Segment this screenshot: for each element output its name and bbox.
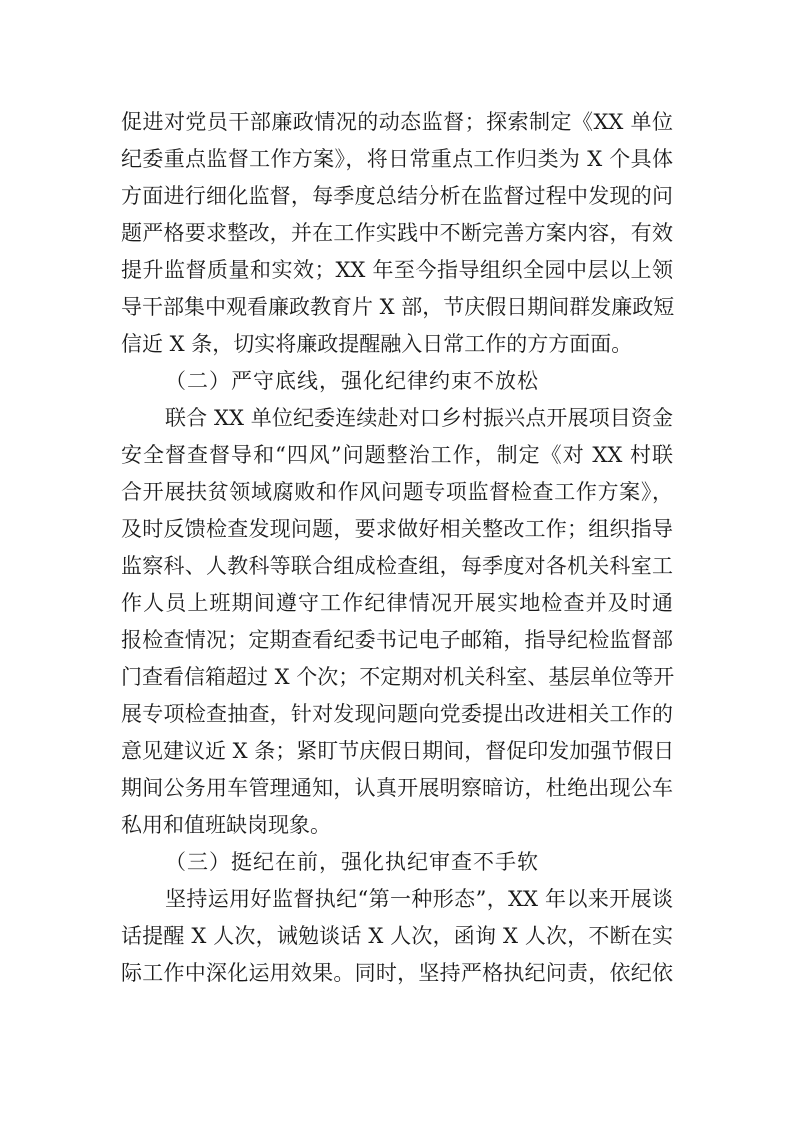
text-line: 意见建议近 X 条；紧盯节庆假日期间，督促印发加强节假日: [121, 739, 675, 763]
text-line: 题严格要求整改，并在工作实践中不断完善方案内容，有效: [121, 221, 673, 245]
text-line: 联合 XX 单位纪委连续赴对口乡村振兴点开展项目资金: [165, 406, 673, 430]
paragraph-1: [121, 104, 673, 363]
document-body: [121, 104, 673, 992]
text-line: 导干部集中观看廉政教育片 X 部，节庆假日期间群发廉政短: [121, 295, 675, 319]
text-line: 报检查情况；定期查看纪委书记电子邮箱，指导纪检监督部: [121, 628, 673, 652]
text-line: 方面进行细化监督，每季度总结分析在监督过程中发现的问: [121, 184, 673, 208]
section-heading-2: （二）严守底线，强化纪律约束不放松: [165, 369, 539, 393]
text-line: 合开展扶贫领域腐败和作风问题专项监督检查工作方案》，: [121, 480, 673, 504]
paragraph-3: [121, 881, 673, 992]
paragraph-2: [121, 400, 673, 844]
text-line: 话提醒 X 人次，诫勉谈话 X 人次，函询 X 人次，不断在实: [121, 924, 673, 948]
text-line: 提升监督质量和实效；XX 年至今指导组织全园中层以上领: [121, 258, 673, 282]
text-line: 私用和值班缺岗现象。: [121, 813, 331, 837]
text-line: 际工作中深化运用效果。同时，坚持严格执纪问责，依纪依: [121, 961, 673, 985]
text-line: 安全督查督导和“四风”问题整治工作，制定《对 XX 村联: [121, 443, 673, 467]
text-line: 信近 X 条，切实将廉政提醒融入日常工作的方方面面。: [121, 332, 633, 356]
text-line: 纪委重点监督工作方案》，将日常重点工作归类为 X 个具体: [121, 147, 673, 171]
text-line: 作人员上班期间遵守工作纪律情况开展实地检查并及时通: [121, 591, 673, 615]
text-line: 及时反馈检查发现问题，要求做好相关整改工作；组织指导: [121, 517, 673, 541]
text-line: 促进对党员干部廉政情况的动态监督；探索制定《XX 单位: [121, 110, 673, 134]
section-heading-3: （三）挺纪在前，强化执纪审查不手软: [165, 850, 539, 874]
text-line: 期间公务用车管理通知，认真开展明察暗访，杜绝出现公车: [121, 776, 673, 800]
text-line: 展专项检查抽查，针对发现问题向党委提出改进相关工作的: [121, 702, 673, 726]
text-line: 监察科、人教科等联合组成检查组，每季度对各机关科室工: [121, 554, 673, 578]
text-line: 坚持运用好监督执纪“第一种形态”，XX 年以来开展谈: [165, 887, 673, 911]
text-line: 门查看信箱超过 X 个次；不定期对机关科室、基层单位等开: [121, 665, 675, 689]
